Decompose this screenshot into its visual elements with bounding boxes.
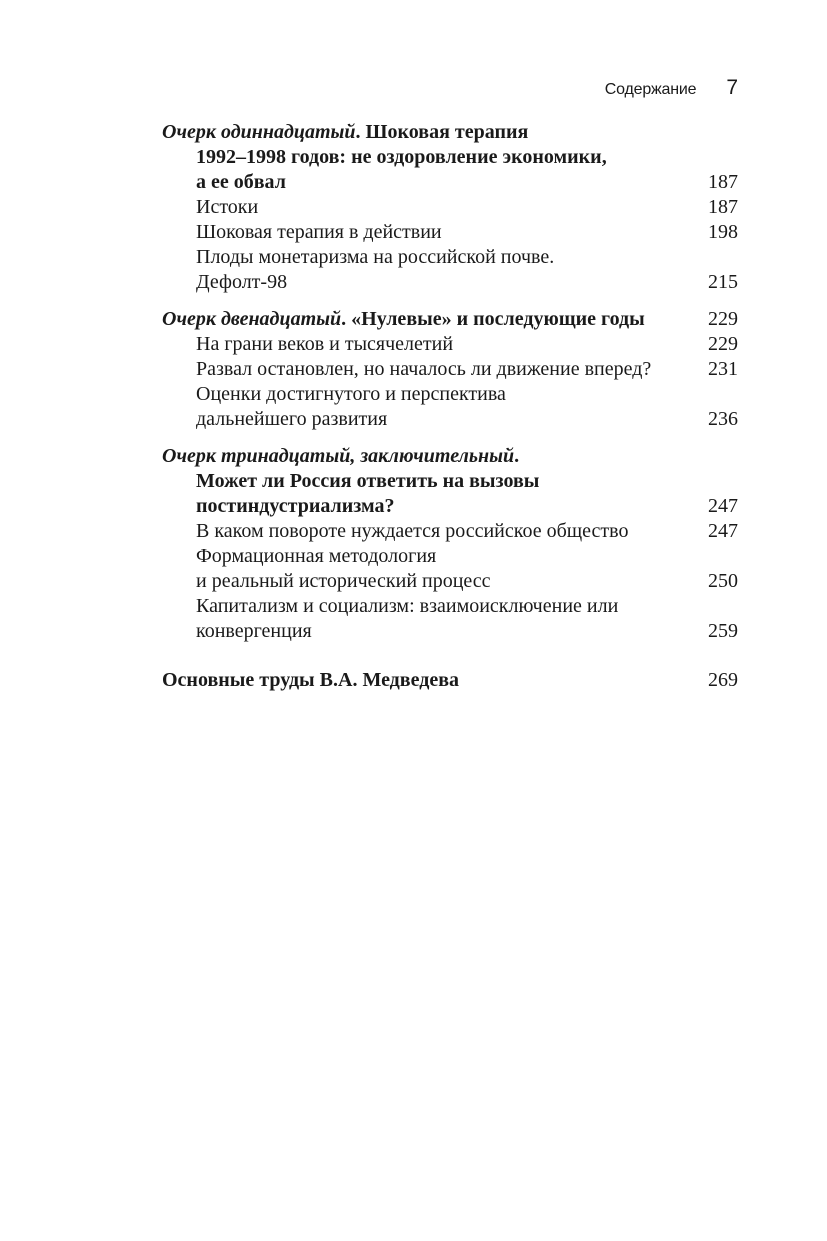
toc-page-number: 269 — [708, 669, 738, 691]
toc-entry[interactable] — [162, 519, 738, 544]
toc-entry-label: Оценки достигнутого и перспектива — [196, 383, 506, 405]
toc-entry[interactable] — [162, 382, 738, 407]
table-of-contents — [162, 120, 738, 693]
toc-entry[interactable] — [162, 357, 738, 382]
toc-page-number: 215 — [708, 271, 738, 293]
toc-page-number: 250 — [708, 570, 738, 592]
toc-page-number: 259 — [708, 620, 738, 642]
essay-title-continued: постиндустриализма? — [196, 495, 395, 517]
toc-entry[interactable] — [162, 619, 738, 644]
toc-page-number: 236 — [708, 408, 738, 430]
toc-page-number: 187 — [708, 171, 738, 193]
toc-entry-label-continued: Дефолт-98 — [196, 271, 288, 293]
toc-heading-line[interactable] — [162, 469, 738, 494]
toc-entry-label: Шоковая терапия в действии — [196, 221, 442, 243]
toc-entry-label-continued: конвергенция — [196, 620, 312, 642]
toc-entry[interactable] — [162, 544, 738, 569]
running-header-title: Содержание — [604, 81, 697, 98]
page-number: 7 — [726, 76, 738, 99]
works-title: Основные труды В.А. Медведева — [162, 669, 460, 691]
essay-number: Очерк одиннадцатый — [162, 121, 356, 143]
essay-number: Очерк тринадцатый, заключительный — [162, 445, 515, 467]
toc-heading-line[interactable] — [162, 307, 738, 332]
toc-entry[interactable] — [162, 220, 738, 245]
toc-heading-line[interactable] — [162, 444, 738, 469]
toc-heading-line[interactable] — [162, 120, 738, 145]
essay-title: . «Нулевые» и последующие годы — [341, 308, 645, 330]
toc-entry[interactable] — [162, 407, 738, 432]
toc-entry-label: В каком повороте нуждается российское общество — [196, 520, 629, 542]
toc-entry-label: Истоки — [196, 196, 259, 218]
toc-heading-line[interactable] — [162, 170, 738, 195]
toc-entry-label: Плоды монетаризма на российской почве. — [196, 246, 555, 268]
toc-section-works — [162, 668, 738, 693]
toc-section-essay-11 — [162, 120, 738, 295]
toc-entry-label: Капитализм и социализм: взаимоисключение или — [196, 595, 619, 617]
toc-heading-line[interactable] — [162, 668, 738, 693]
toc-page-number: 247 — [708, 520, 738, 542]
toc-page-number: 198 — [708, 221, 738, 243]
toc-entry-label-continued: дальнейшего развития — [196, 408, 388, 430]
toc-entry[interactable] — [162, 195, 738, 220]
toc-entry[interactable] — [162, 594, 738, 619]
toc-entry[interactable] — [162, 569, 738, 594]
essay-title-continued: Может ли Россия ответить на вызовы — [196, 470, 540, 492]
toc-entry-label: Развал остановлен, но началось ли движение вперед? — [196, 358, 652, 380]
toc-page-number: 229 — [708, 333, 738, 355]
toc-section-essay-12 — [162, 307, 738, 432]
essay-title: . — [514, 445, 520, 467]
toc-heading-line[interactable] — [162, 494, 738, 519]
essay-title-continued: а ее обвал — [196, 171, 286, 193]
toc-page-number: 231 — [708, 358, 738, 380]
running-header — [605, 76, 738, 100]
toc-heading-line[interactable] — [162, 145, 738, 170]
essay-number: Очерк двенадцатый — [162, 308, 342, 330]
essay-title-continued: 1992–1998 годов: не оздоровление экономики, — [196, 146, 607, 168]
essay-title: . Шоковая терапия — [355, 121, 529, 143]
toc-entry[interactable] — [162, 332, 738, 357]
toc-page-number: 247 — [708, 495, 738, 517]
toc-entry-label: Формационная методология — [196, 545, 437, 567]
toc-section-essay-13 — [162, 444, 738, 644]
toc-page-number: 187 — [708, 196, 738, 218]
toc-entry-label-continued: и реальный исторический процесс — [196, 570, 491, 592]
toc-entry[interactable] — [162, 270, 738, 295]
toc-page-number: 229 — [708, 308, 738, 330]
toc-entry-label: На грани веков и тысячелетий — [196, 333, 454, 355]
toc-entry[interactable] — [162, 245, 738, 270]
